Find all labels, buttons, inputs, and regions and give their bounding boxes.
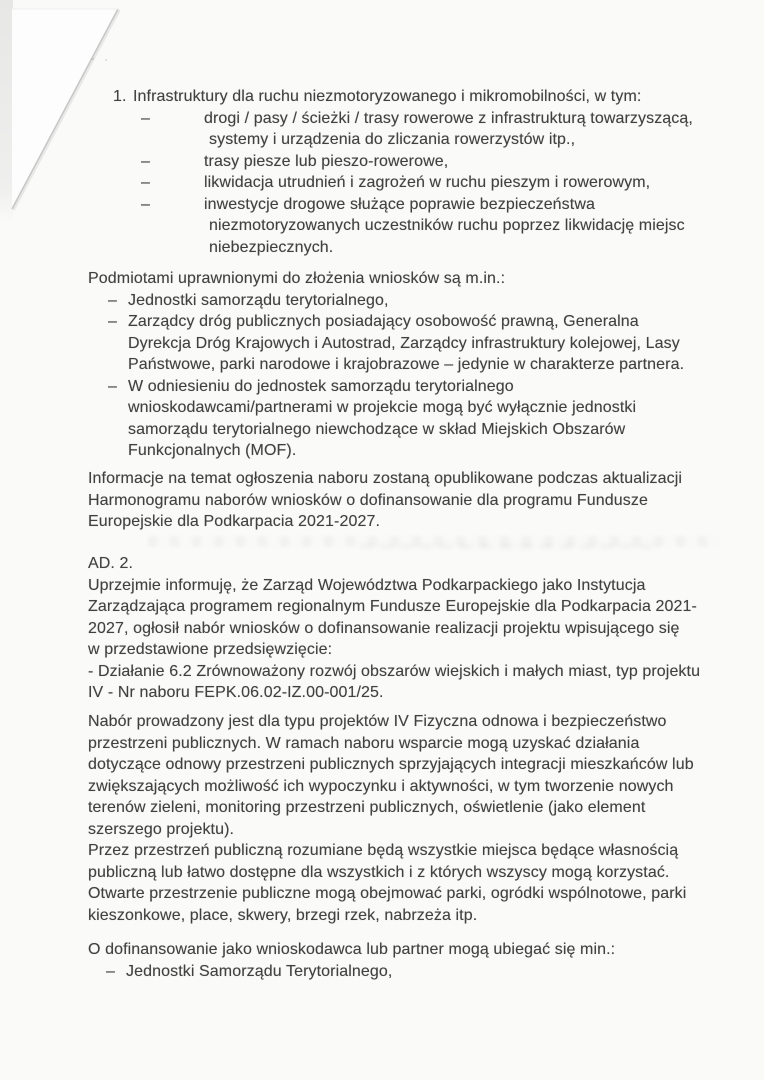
line-text: W odniesieniu do jednostek samorządu terytorialnego xyxy=(128,377,514,395)
document-line xyxy=(0,376,764,398)
line-text: AD. 2. xyxy=(88,555,134,572)
paragraph-call-description xyxy=(0,711,764,926)
line-text: przestrzeni publicznych. W ramach naboru wsparcie mogą uzyskać działania xyxy=(88,734,640,752)
line-text: Państwowe, parki narodowe i krajobrazowe – jedynie w charakterze partnera. xyxy=(128,356,685,373)
document-line xyxy=(0,862,764,884)
line-text: Jednostki Samorządu Terytorialnego, xyxy=(126,962,393,980)
line-text: niezmotoryzowanych uczestników ruchu poprzez likwidację miejsc xyxy=(209,217,685,234)
line-text: Nabór prowadzony jest dla typu projektów IV Fizyczna odnowa i bezpieczeństwo xyxy=(88,713,667,730)
document-line xyxy=(0,129,764,151)
document-line xyxy=(0,711,764,733)
document-line xyxy=(0,661,764,683)
document-line xyxy=(0,108,764,130)
line-text: wnioskodawcami/partnerami w projekcie mogą być wyłącznie jednostki xyxy=(128,399,637,416)
bullet-dash-marker: – xyxy=(108,377,117,395)
document-line xyxy=(0,333,764,355)
bullet-dash-marker: – xyxy=(108,313,117,330)
document-line xyxy=(0,819,764,841)
line-text: Infrastruktury dla ruchu niezmotoryzowanego i mikromobilności, w tym: xyxy=(133,88,642,105)
dust-speck xyxy=(91,58,94,60)
document-line xyxy=(0,840,764,862)
document-line xyxy=(0,905,764,927)
document-line xyxy=(0,511,764,533)
numbered-list-infrastructure xyxy=(0,86,764,258)
document-line xyxy=(0,754,764,776)
line-text: O dofinansowanie jako wnioskodawca lub partner mogą ubiegać się min.: xyxy=(88,941,616,958)
document-line xyxy=(0,618,764,640)
line-text: Podmiotami uprawnionymi do złożenia wniosków są m.in.: xyxy=(88,270,506,287)
line-text: szerszego projektu). xyxy=(88,820,235,838)
line-text: publiczną lub łatwo dostępne dla wszystkich i z których wszyscy mogą korzystać. xyxy=(88,863,670,881)
document-line xyxy=(0,215,764,237)
document-line xyxy=(0,237,764,259)
line-text: IV - Nr naboru FEPK.06.02-IZ.00-001/25. xyxy=(88,684,384,701)
document-line xyxy=(0,151,764,173)
document-line xyxy=(0,553,764,575)
document-line xyxy=(0,354,764,376)
line-text: Europejskie dla Podkarpacia 2021-2027. xyxy=(88,513,380,530)
line-text: dotyczące odnowy przestrzeni publicznych sprzyjających integracji mieszkańców lub xyxy=(88,756,694,773)
line-text: terenów zieleni, monitoring przestrzeni publicznych, oświetlenie (jako element xyxy=(88,799,646,816)
line-text: Zarządcy dróg publicznych posiadający osobowość prawną, Generalna xyxy=(128,313,639,330)
document-line xyxy=(0,268,764,290)
bullet-dash-marker: – xyxy=(141,174,150,191)
line-text: Dyrekcja Dróg Krajowych i Autostrad, Zarządcy infrastruktury kolejowej, Lasy xyxy=(128,334,680,352)
paragraph-eligible-entities xyxy=(0,268,764,462)
document-line xyxy=(0,311,764,333)
document-line xyxy=(0,961,764,983)
line-text: Przez przestrzeń publiczną rozumiane będą wszystkie miejsca będące własnością xyxy=(88,842,679,859)
line-text: Harmonogramu naborów wniosków o dofinansowanie dla programu Fundusze xyxy=(88,491,648,509)
line-text: samorządu terytorialnego niewchodzące w skład Miejskich Obszarów xyxy=(128,420,626,438)
document-line xyxy=(0,490,764,512)
document-line xyxy=(0,639,764,661)
document-line xyxy=(0,883,764,905)
document-line xyxy=(0,682,764,704)
document-line xyxy=(0,733,764,755)
bullet-dash-marker: – xyxy=(108,291,117,309)
ink-bleed-artifact xyxy=(360,543,660,550)
line-text: niebezpiecznych. xyxy=(209,238,334,256)
bullet-dash-marker: – xyxy=(141,195,150,213)
line-text: w przedstawione przedsięwzięcie: xyxy=(88,641,333,658)
line-text: Uprzejmie informuję, że Zarząd Województwa Podkarpackiego jako Instytucja xyxy=(88,576,646,594)
line-text: zwiększających możliwość ich wypoczynku i aktywności, w tym tworzenie nowych xyxy=(88,777,674,795)
line-text: - Działanie 6.2 Zrównoważony rozwój obszarów wiejskich i małych miast, typ projektu xyxy=(88,662,701,680)
paragraph-announcement-info xyxy=(0,468,764,533)
document-line xyxy=(0,468,764,490)
line-text: Zarządzająca programem regionalnym Fundusze Europejskie dla Podkarpacia 2021- xyxy=(88,598,697,615)
paragraph-funding-applicants xyxy=(0,939,764,982)
line-text: Otwarte przestrzenie publiczne mogą obejmować parki, ogródki wspólnotowe, parki xyxy=(88,885,687,902)
document-line xyxy=(0,939,764,961)
section-ad2 xyxy=(0,553,764,704)
document-line xyxy=(0,596,764,618)
list-number-marker: 1. xyxy=(113,88,127,105)
document-line xyxy=(0,86,764,108)
line-text: Informacje na temat ogłoszenia naboru zostaną opublikowane podczas aktualizacji xyxy=(88,470,683,487)
bullet-dash-marker: – xyxy=(141,109,150,127)
line-text: drogi / pasy / ścieżki / trasy rowerowe z infrastrukturą towarzyszącą, xyxy=(204,109,693,127)
line-text: kieszonkowe, place, skwery, brzegi rzek, nabrzeża itp. xyxy=(88,906,478,924)
document-line xyxy=(0,172,764,194)
bullet-dash-marker: – xyxy=(106,962,115,980)
document-line xyxy=(0,440,764,462)
document-line xyxy=(0,397,764,419)
line-text: inwestycje drogowe służące poprawie bezpieczeństwa xyxy=(204,195,595,213)
line-text: likwidacja utrudnień i zagrożeń w ruchu pieszym i rowerowym, xyxy=(204,174,651,191)
document-line xyxy=(0,797,764,819)
document-line xyxy=(0,776,764,798)
dust-speck xyxy=(105,59,107,61)
document-line xyxy=(0,575,764,597)
document-line xyxy=(0,290,764,312)
document-line xyxy=(0,194,764,216)
line-text: Funkcjonalnych (MOF). xyxy=(128,442,297,459)
line-text: Jednostki samorządu terytorialnego, xyxy=(128,291,389,309)
document-line xyxy=(0,419,764,441)
line-text: 2027, ogłosił nabór wniosków o dofinansowanie realizacji projektu wpisującego się xyxy=(88,619,680,637)
line-text: systemy i urządzenia do zliczania rowerzystów itp., xyxy=(209,131,576,148)
bullet-dash-marker: – xyxy=(141,152,150,170)
line-text: trasy piesze lub pieszo-rowerowe, xyxy=(204,152,449,170)
